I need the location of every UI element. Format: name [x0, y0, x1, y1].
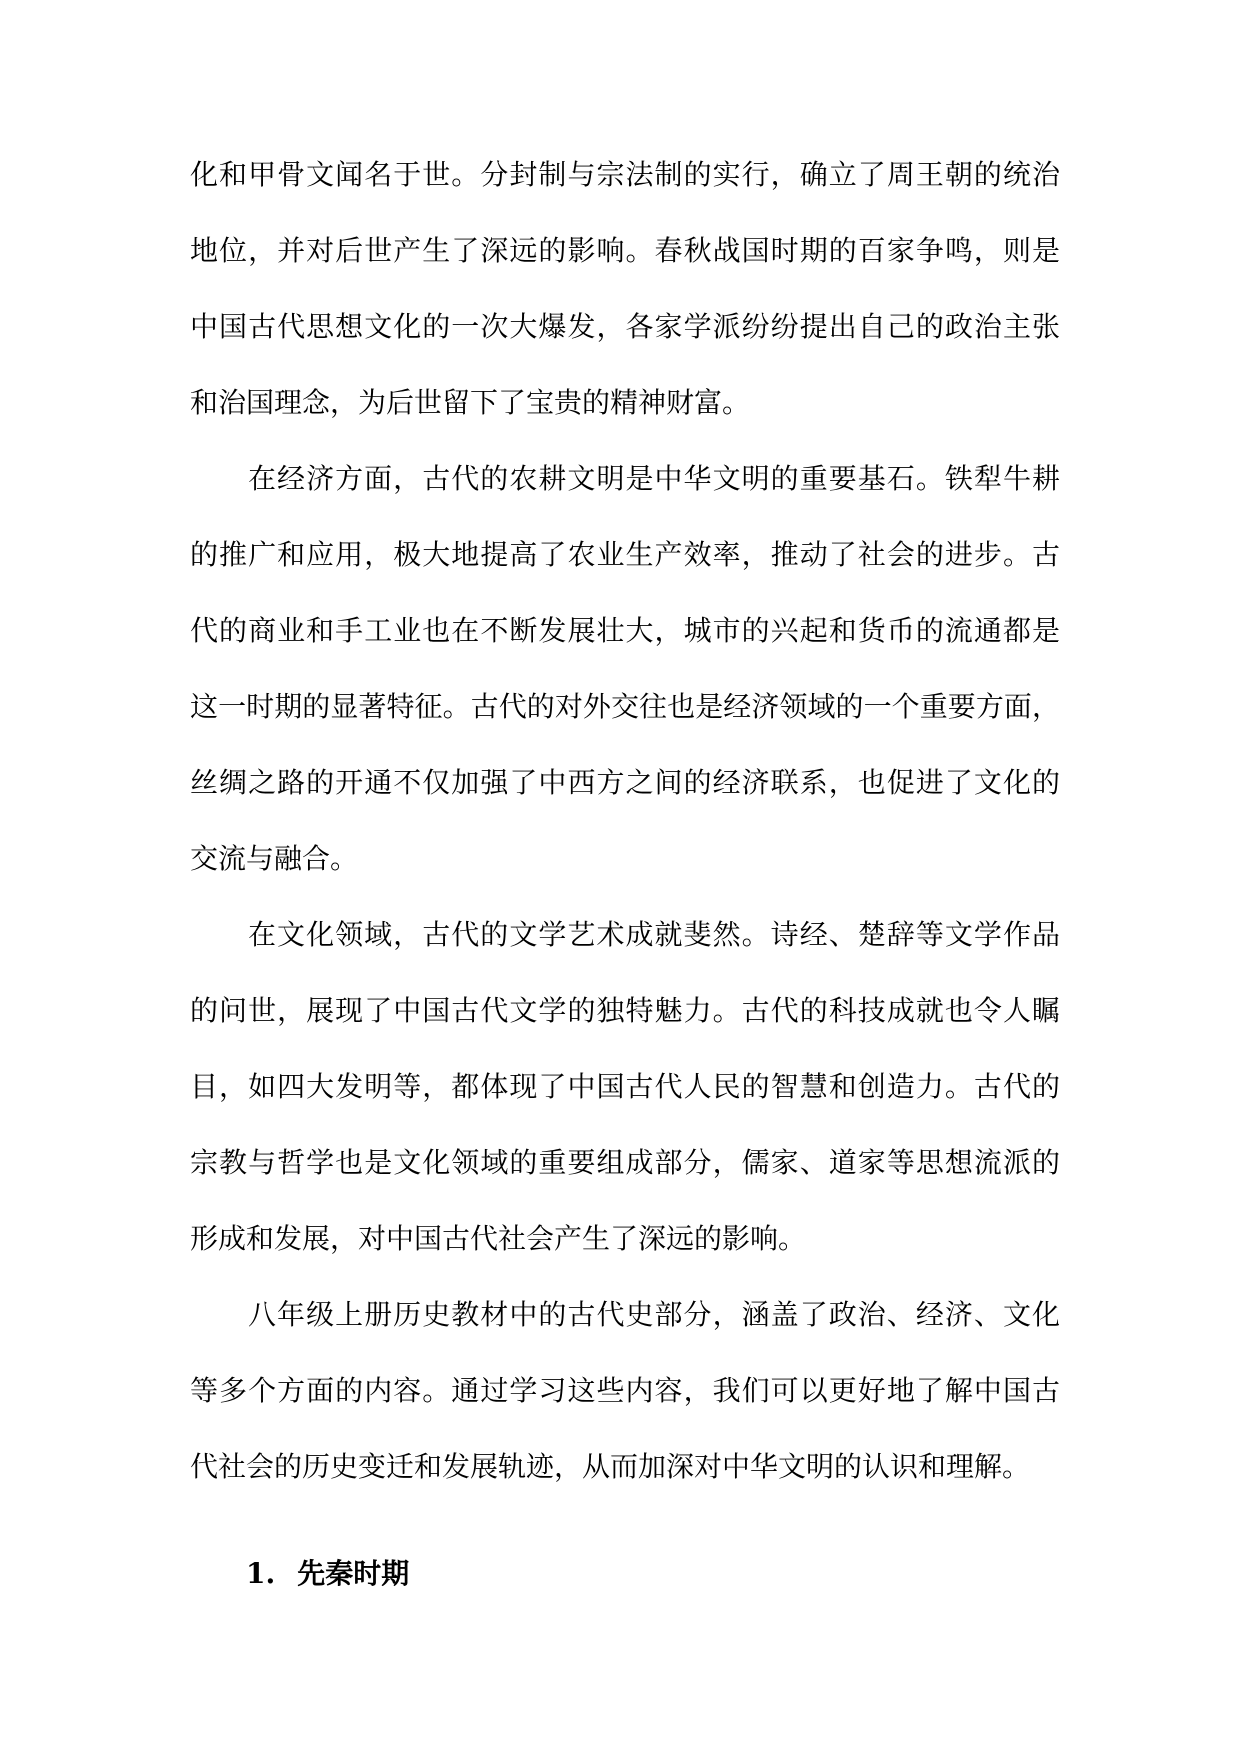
text-line: 化和甲骨文闻名于世。分封制与宗法制的实行，确立了周王朝的统治: [190, 158, 1060, 191]
text-line: 等多个方面的内容。通过学习这些内容，我们可以更好地了解中国古: [190, 1374, 1060, 1407]
text-line: 在文化领域，古代的文学艺术成就斐然。诗经、楚辞等文学作品: [248, 918, 1060, 951]
section-number: 1.: [246, 1557, 276, 1590]
text-line: 宗教与哲学也是文化领域的重要组成部分，儒家、道家等思想流派的: [190, 1146, 1060, 1179]
paragraph-culture: [190, 897, 1060, 1277]
text-line: 丝绸之路的开通不仅加强了中西方之间的经济联系，也促进了文化的: [190, 766, 1060, 799]
text-line: 交流与融合。: [190, 842, 359, 875]
text-line: 中国古代思想文化的一次大爆发，各家学派纷纷提出自己的政治主张: [190, 310, 1060, 343]
paragraph-economy: [190, 441, 1060, 897]
section-title: 先秦时期: [297, 1557, 410, 1590]
text-line: 和治国理念，为后世留下了宝贵的精神财富。: [190, 386, 751, 419]
paragraph-summary: [190, 1277, 1060, 1505]
text-line: 代社会的历史变迁和发展轨迹，从而加深对中华文明的认识和理解。: [190, 1450, 1031, 1483]
text-line: 这一时期的显著特征。古代的对外交往也是经济领域的一个重要方面，: [190, 690, 1060, 723]
text-line: 的问世，展现了中国古代文学的独特魅力。古代的科技成就也令人瞩: [190, 994, 1060, 1027]
text-line: 在经济方面，古代的农耕文明是中华文明的重要基石。铁犁牛耕: [248, 462, 1060, 495]
text-line: 形成和发展，对中国古代社会产生了深远的影响。: [190, 1222, 807, 1255]
text-line: 八年级上册历史教材中的古代史部分，涵盖了政治、经济、文化: [248, 1298, 1060, 1331]
document-body: [190, 137, 1060, 1612]
paragraph-political-continued: [190, 137, 1060, 441]
section-heading: [190, 1536, 1060, 1612]
text-line: 地位，并对后世产生了深远的影响。春秋战国时期的百家争鸣，则是: [190, 234, 1060, 267]
text-line: 目，如四大发明等，都体现了中国古代人民的智慧和创造力。古代的: [190, 1070, 1060, 1103]
text-line: 的推广和应用，极大地提高了农业生产效率，推动了社会的进步。古: [190, 538, 1060, 571]
text-line: 代的商业和手工业也在不断发展壮大，城市的兴起和货币的流通都是: [190, 614, 1060, 647]
